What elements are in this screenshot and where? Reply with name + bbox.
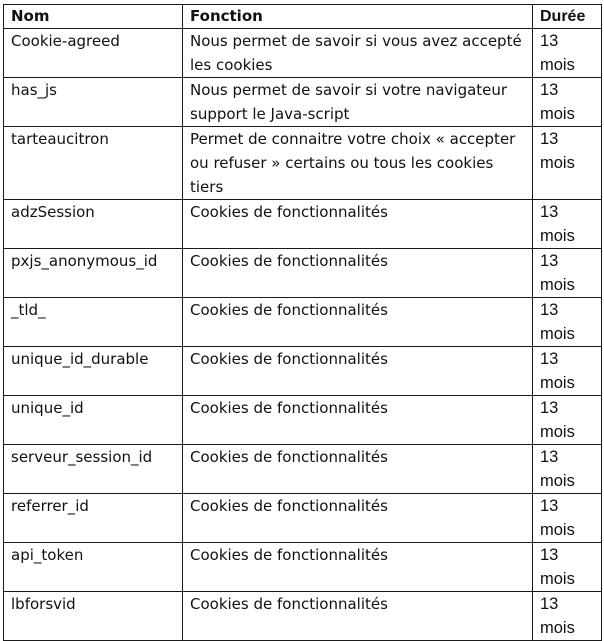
duration-unit: mois [540,521,575,539]
cookie-duration [533,200,602,249]
duration-unit: mois [540,374,575,392]
cookie-function: Cookies de fonctionnalités [183,347,533,396]
cookie-duration [533,78,602,127]
table-row [4,78,602,127]
table-row [4,200,602,249]
duration-value: 13 [540,595,559,613]
duration-value: 13 [540,546,559,564]
cookie-name: has_js [4,78,183,127]
cookie-name: tarteaucitron [4,127,183,200]
cookie-name: lbforsvid [4,592,183,641]
cookie-function: Cookies de fonctionnalités [183,445,533,494]
cookie-function: Cookies de fonctionnalités [183,200,533,249]
table-row [4,298,602,347]
duration-value: 13 [540,350,559,368]
duration-value: 13 [540,497,559,515]
cookie-duration [533,592,602,641]
duration-value: 13 [540,203,559,221]
cookie-function: Nous permet de savoir si votre navigateur support le Java-script [183,78,533,127]
duration-unit: mois [540,472,575,490]
duration-value: 13 [540,399,559,417]
cookie-duration [533,445,602,494]
duration-value: 13 [540,448,559,466]
cookie-name: unique_id [4,396,183,445]
header-row [4,5,602,29]
column-header-nom: Nom [4,5,183,29]
cookie-duration [533,249,602,298]
cookie-name: adzSession [4,200,183,249]
duration-value: 13 [540,130,559,148]
column-header-fonction: Fonction [183,5,533,29]
duration-unit: mois [540,105,575,123]
duration-value: 13 [540,301,559,319]
table-row [4,543,602,592]
duration-unit: mois [540,325,575,343]
table-row [4,249,602,298]
duration-unit: mois [540,619,575,637]
cookie-name: serveur_session_id [4,445,183,494]
cookies-table [3,4,602,641]
cookie-name: _tld_ [4,298,183,347]
duration-unit: mois [540,276,575,294]
table-row [4,592,602,641]
cookie-function: Cookies de fonctionnalités [183,298,533,347]
table-row [4,494,602,543]
cookie-name: pxjs_anonymous_id [4,249,183,298]
table-row [4,127,602,200]
table-row [4,347,602,396]
cookie-name: referrer_id [4,494,183,543]
cookie-duration [533,298,602,347]
cookie-function: Cookies de fonctionnalités [183,396,533,445]
duration-value: 13 [540,81,559,99]
cookie-duration [533,347,602,396]
duration-unit: mois [540,154,575,172]
duration-unit: mois [540,570,575,588]
cookie-name: api_token [4,543,183,592]
duration-value: 13 [540,252,559,270]
cookie-duration [533,396,602,445]
cookie-duration [533,127,602,200]
cookie-function: Cookies de fonctionnalités [183,592,533,641]
duration-value: 13 [540,32,559,50]
table-row [4,29,602,78]
cookie-name: Cookie-agreed [4,29,183,78]
cookie-name: unique_id_durable [4,347,183,396]
duration-unit: mois [540,56,575,74]
cookie-duration [533,543,602,592]
table-row [4,445,602,494]
cookie-duration [533,29,602,78]
cookie-function: Permet de connaitre votre choix « accepter ou refuser » certains ou tous les cookies tiers [183,127,533,200]
cookie-function: Nous permet de savoir si vous avez accepté les cookies [183,29,533,78]
cookie-duration [533,494,602,543]
column-header-duree: Durée [533,5,602,29]
cookie-function: Cookies de fonctionnalités [183,494,533,543]
duration-unit: mois [540,227,575,245]
duration-unit: mois [540,423,575,441]
cookie-function: Cookies de fonctionnalités [183,543,533,592]
cookie-function: Cookies de fonctionnalités [183,249,533,298]
table-row [4,396,602,445]
